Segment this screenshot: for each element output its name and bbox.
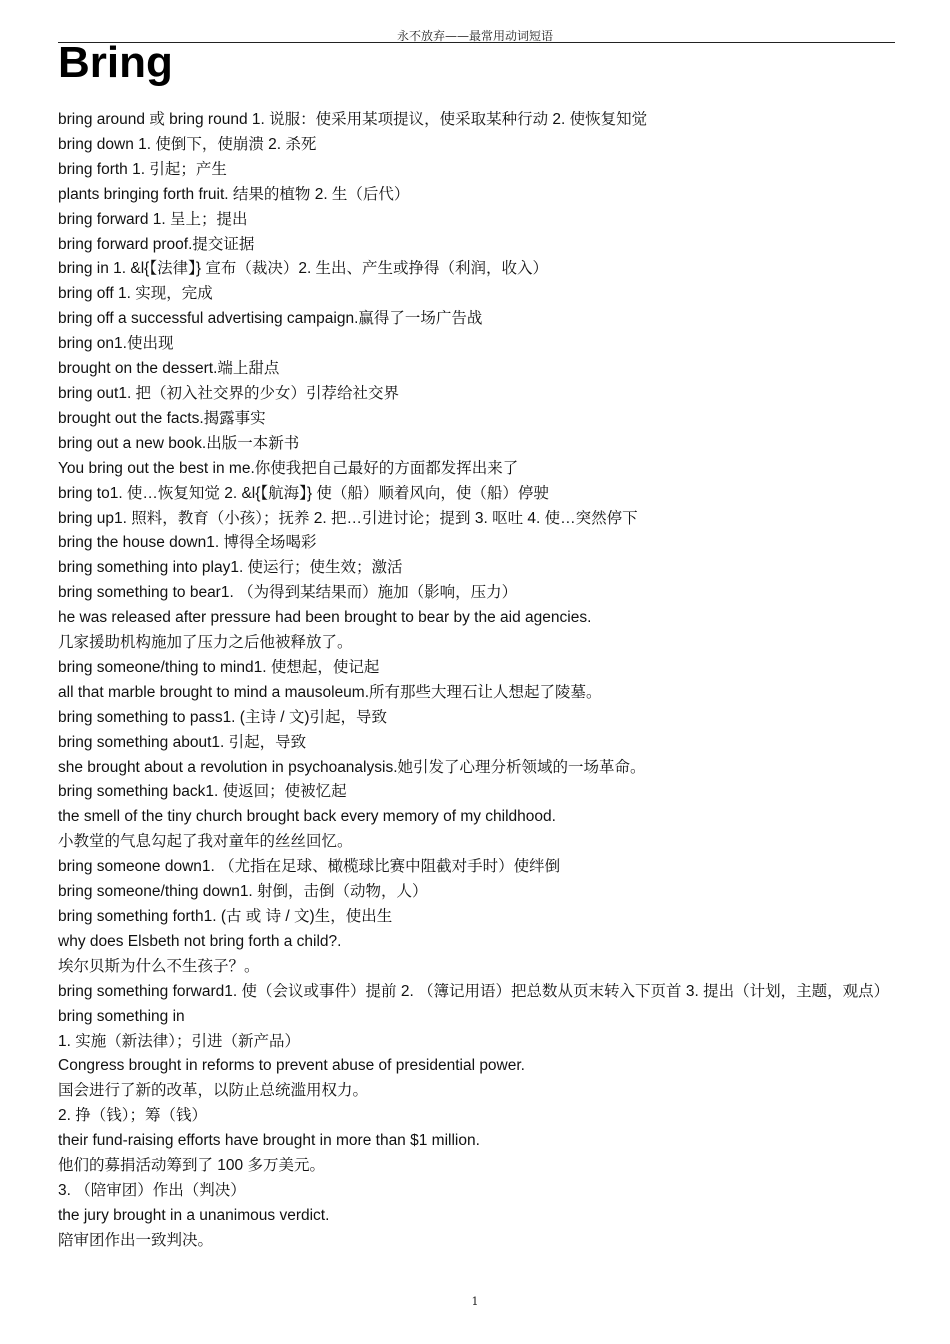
- entry-bring-up: bring up1. 照料，教育（小孩）；抚养 2. 把…引进讨论；提到 3. 呕吐 4. 使…突然停下: [58, 509, 638, 527]
- example-line: plants bringing forth fruit. 结果的植物 2. 生（后代）: [58, 185, 410, 203]
- example-line: bring off a successful advertising campaign.赢得了一场广告战: [58, 310, 483, 328]
- translation-line: 陪审团作出一致判决。: [58, 1231, 214, 1249]
- entry-bring-to-pass: bring something to pass1. (主诗 / 文)引起，导致: [58, 708, 388, 726]
- entry-bring-on: bring on1.使出现: [58, 335, 174, 353]
- sense-line: 3. （陪审团）作出（判决）: [58, 1181, 246, 1199]
- example-line: You bring out the best in me.你使我把自己最好的方面都发挥出来了: [58, 459, 519, 477]
- sense-line: 1. 实施（新法律）；引进（新产品）: [58, 1032, 300, 1050]
- example-line: all that marble brought to mind a mausoleum.所有那些大理石让人想起了陵墓。: [58, 683, 602, 701]
- entry-bring-the-house-down: bring the house down1. 博得全场喝彩: [58, 534, 317, 552]
- entry-bring-back: bring something back1. 使返回；使被忆起: [58, 783, 347, 801]
- sense-line: 2. 挣（钱）；筹（钱）: [58, 1107, 207, 1125]
- translation-line: 几家援助机构施加了压力之后他被释放了。: [58, 634, 353, 652]
- entry-bring-to-bear: bring something to bear1. （为得到某结果而）施加（影响，压力）: [58, 584, 518, 602]
- example-line: why does Elsbeth not bring forth a child?.: [58, 932, 342, 950]
- entry-bring-about: bring something about1. 引起，导致: [58, 733, 307, 751]
- example-line: he was released after pressure had been brought to bear by the aid agencies.: [58, 609, 592, 627]
- entry-bring-forward: bring forward 1. 呈上；提出: [58, 210, 248, 228]
- entry-bring-someone-thing-down: bring someone/thing down1. 射倒，击倒（动物，人）: [58, 883, 428, 901]
- entry-bring-in: bring in 1. &l{【法律】} 宣布（裁决）2. 生出、产生或挣得（利润，收入）: [58, 260, 549, 278]
- entry-bring-out: bring out1. 把（初入社交界的少女）引荐给社交界: [58, 384, 400, 402]
- example-line: brought on the dessert.端上甜点: [58, 360, 280, 378]
- example-line: Congress brought in reforms to prevent abuse of presidential power.: [58, 1057, 525, 1075]
- entry-bring-off: bring off 1. 实现，完成: [58, 285, 213, 303]
- translation-line: 他们的募捐活动筹到了 100 多万美元。: [58, 1157, 325, 1175]
- page-header: 永不放弃——最常用动词短语: [396, 29, 553, 43]
- entry-bring-to: bring to1. 使…恢复知觉 2. &l{【航海】} 使（船）顺着风向，使（船）停驶: [58, 484, 549, 502]
- example-line: she brought about a revolution in psychoanalysis.她引发了心理分析领域的一场革命。: [58, 758, 646, 776]
- entry-bring-something-forth: bring something forth1. (古 或 诗 / 文)生，使出生: [58, 908, 393, 925]
- entry-bring-down: bring down 1. 使倒下，使崩溃 2. 杀死: [58, 135, 317, 153]
- header-rule: [58, 42, 895, 43]
- entry-bring-someone-down: bring someone down1. （尤指在足球、橄榄球比赛中阻截对手时）使绊倒: [58, 858, 561, 876]
- example-line: bring forward proof.提交证据: [58, 235, 255, 253]
- example-line: their fund-raising efforts have brought in more than $1 million.: [58, 1132, 480, 1150]
- entry-bring-around: bring around 或 bring round 1. 说服：使采用某项提议，使采取某种行动 2. 使恢复知觉: [58, 111, 648, 128]
- example-line: the smell of the tiny church brought back every memory of my childhood.: [58, 808, 556, 826]
- translation-line: 小教堂的气息勾起了我对童年的丝丝回忆。: [58, 833, 353, 851]
- document-body: [58, 108, 894, 1254]
- page-title: Bring: [58, 38, 173, 87]
- example-line: brought out the facts.揭露事实: [58, 409, 266, 427]
- entry-bring-forth: bring forth 1. 引起；产生: [58, 160, 227, 178]
- entry-bring-something-forward: bring something forward1. 使（会议或事件）提前 2. （簿记用语）把总数从页末转入下页首 3. 提出（计划，主题，观点）: [58, 982, 890, 1000]
- example-line: bring out a new book.出版一本新书: [58, 434, 300, 452]
- entry-bring-to-mind: bring someone/thing to mind1. 使想起，使记起: [58, 658, 380, 676]
- example-line: the jury brought in a unanimous verdict.: [58, 1206, 330, 1224]
- entry-bring-something-in: bring something in: [58, 1007, 185, 1025]
- translation-line: 埃尔贝斯为什么不生孩子？。: [58, 957, 260, 975]
- page-number: 1: [471, 1295, 479, 1308]
- translation-line: 国会进行了新的改革，以防止总统滥用权力。: [58, 1082, 369, 1100]
- entry-bring-into-play: bring something into play1. 使运行；使生效；激活: [58, 559, 403, 577]
